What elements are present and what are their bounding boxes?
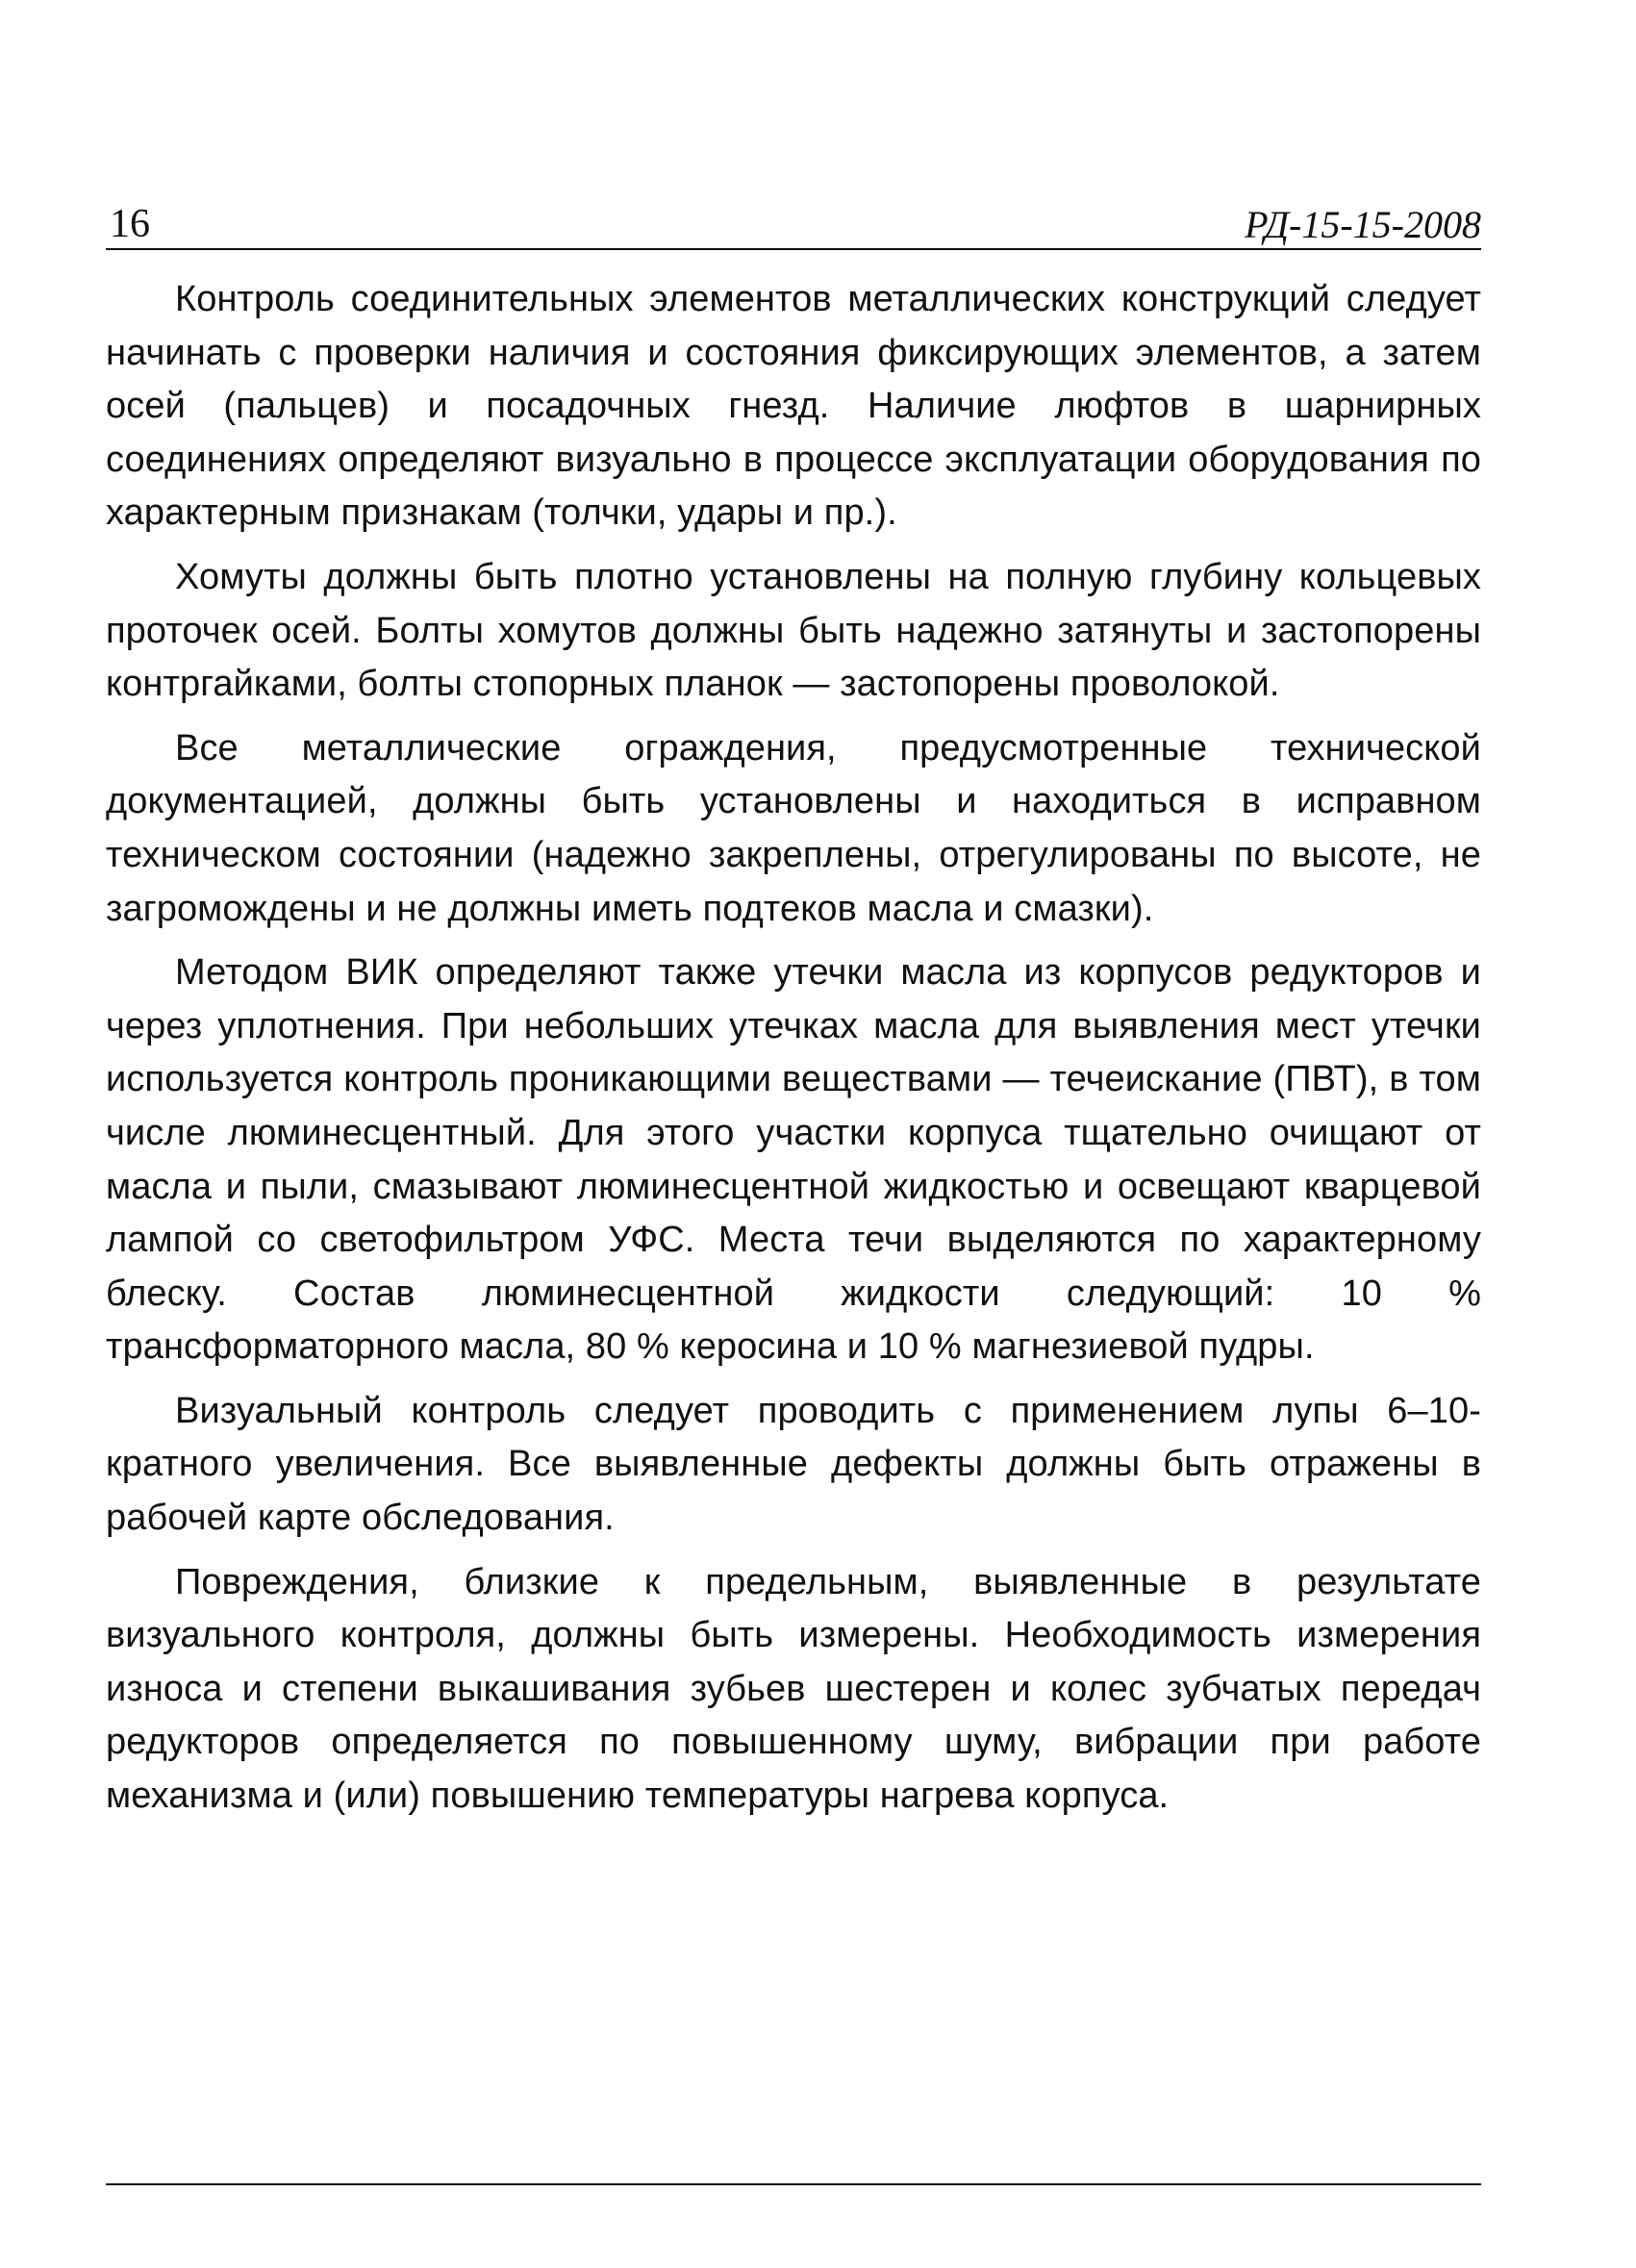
paragraph-magnifier: Визуальный контроль следует проводить с применением лупы 6–10-кратного увеличения. Все выявленные дефекты должны быть отражены в рабочей карте обследования. [106,1390,1481,1539]
running-header [106,200,1481,250]
footer-divider [106,2183,1481,2185]
body-text [106,273,1481,1834]
document-code: РД-15-15-2008 [1245,203,1481,246]
paragraph-damage-measurement: Повреждения, близкие к предельным, выявленные в результате визуального контроля, должны быть измерены. Необходимость измерения износа и степени выкашивания зубьев шестерен и колес зубчатых передач редукторов определяется по повышенному шуму, вибрации при работе механизма и (или) повышению температуры нагрева корпуса. [106,1561,1481,1817]
page-number: 16 [110,202,150,246]
paragraph-clamps: Хомуты должны быть плотно установлены на полную глубину кольцевых проточек осей. Болты хомутов должны быть надежно затянуты и застопорены контргайками, болты стопорных планок — застопорены проволокой. [106,556,1481,705]
document-page [106,0,1481,2268]
paragraph-oil-leaks: Методом ВИК определяют также утечки масла из корпусов редукторов и через уплотнения. При небольших утечках масла для выявления мест утечки используется контроль проникающими веществами — течеискание (ПВТ), в том числе люминесцентный. Для этого участки корпуса тщательно очищают от масла и пыли, смазывают люминесцентной жидкостью и освещают кварцевой лампой со светофильтром УФС. Места течи выделяются по характерному блеску. Состав люминесцентной жидкости следующий: 10 % трансформаторного масла, 80 % керосина и 10 % магнезиевой пудры. [106,952,1481,1368]
paragraph-guards: Все металлические ограждения, предусмотренные технической документацией, должны быть установлены и находиться в исправном техническом состоянии (надежно закреплены, отрегулированы по высоте, не загромождены и не должны иметь подтеков масла и смазки). [106,727,1481,929]
paragraph-joint-inspection: Контроль соединительных элементов металлических конструкций следует начинать с проверки наличия и состояния фиксирующих элементов, а затем осей (пальцев) и посадочных гнезд. Наличие люфтов в шарнирных соединениях определяют визуально в процессе эксплуатации оборудования по характерным признакам (толчки, удары и пр.). [106,279,1481,534]
